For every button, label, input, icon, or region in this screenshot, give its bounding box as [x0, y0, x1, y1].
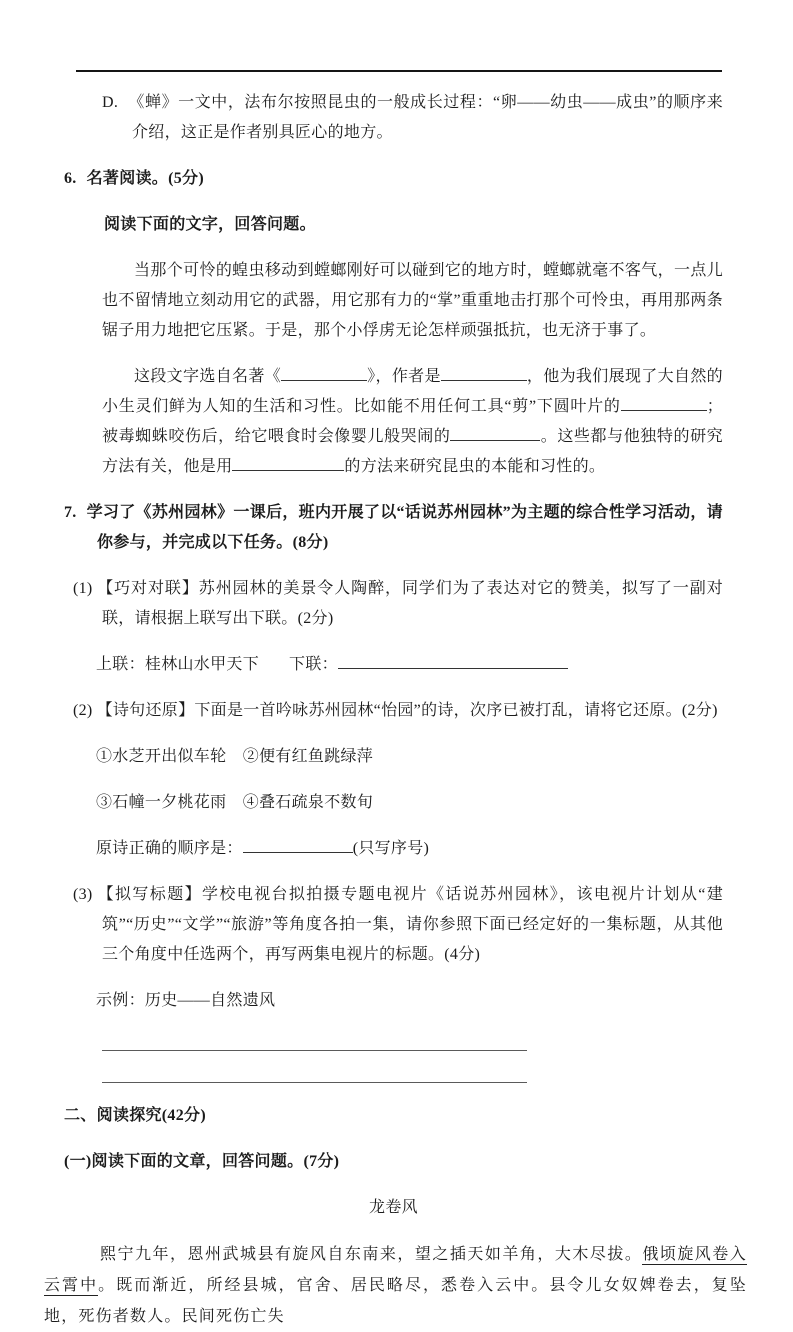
fill-segment-1: 这段文字选自名著《 — [134, 368, 282, 385]
fill-blank-insect-1 — [621, 396, 707, 411]
question-6-title: 名著阅读。(5分) — [86, 170, 204, 187]
fill-blank-author — [441, 366, 527, 381]
item-2-number: (2) — [73, 702, 93, 719]
item-3-number: (3) — [73, 886, 93, 903]
poem-line-2: ③石幢一夕桃花雨 ④叠石疏泉不数旬 — [96, 794, 374, 811]
question-7-title: 学习了《苏州园林》一课后，班内开展了以“话说苏州园林”为主题的综合性学习活动，请你参与，并完成以下任务。(8分) — [86, 504, 723, 551]
fill-segment-3: ，他为我们展现了大自然的小生灵们鲜为人知的生活和习性。比如能不用任何工具“剪”下圆叶片的 — [102, 368, 723, 415]
couplet-lower-label: 下联： — [289, 656, 338, 673]
classical-underlined-sentence: 俄顷旋风卷入云霄中 — [44, 1246, 747, 1294]
poem-line-1: ①水芝开出似车轮 ②便有红鱼跳绿萍 — [96, 748, 374, 765]
question-6-prompt: 阅读下面的文字，回答问题。 — [104, 216, 316, 233]
question-6-fill-paragraph — [102, 362, 723, 482]
option-d-line — [102, 88, 723, 148]
section-divider-rule — [76, 70, 722, 72]
poem-order-suffix: (只写序号) — [352, 840, 430, 857]
question-7-item-2 — [73, 696, 723, 726]
section-2-sub-heading: (一)阅读下面的文章，回答问题。(7分) — [64, 1153, 340, 1170]
question-6-heading — [64, 164, 723, 194]
poem-order-prefix: 原诗正确的顺序是： — [96, 840, 243, 857]
poem-order-blank — [243, 838, 353, 853]
exam-paper-page — [0, 70, 793, 1325]
fill-segment-4: ；被毒蜘蛛咬伤后，给它喂食时会像婴儿般哭闹的 — [102, 398, 723, 445]
classical-segment-2: 。既而渐近，所经县城，官舍、居民略尽，悉卷入云中。县令儿女奴婢卷去，复坠地，死伤者数人。民间死伤亡失 — [44, 1277, 748, 1325]
couplet-lower-blank — [338, 654, 568, 669]
item-1-text: 【巧对对联】苏州园林的美景令人陶醉，同学们为了表达对它的赞美，拟写了一副对联，请根据上联写出下联。(2分) — [96, 580, 723, 627]
question-6-number: 6. — [64, 170, 77, 187]
reading-passage-title: 龙卷风 — [369, 1199, 418, 1216]
classical-segment-1: 熙宁九年，恩州武城县有旋风自东南来，望之插天如羊角，大木尽拔。 — [100, 1246, 643, 1263]
fill-segment-2: 》，作者是 — [367, 368, 441, 385]
couplet-upper: 上联：桂林山水甲天下 — [96, 656, 260, 673]
answer-line-2 — [102, 1051, 527, 1083]
question-7-item-1 — [73, 574, 723, 634]
fill-blank-insect-2 — [450, 426, 540, 441]
poem-order-line — [96, 834, 723, 864]
fill-segment-5: 。这些都与他独特的研究方法有关，他是用 — [102, 428, 723, 475]
fill-segment-6: 的方法来研究昆虫的本能和习性的。 — [344, 458, 606, 475]
fill-blank-method — [232, 456, 344, 471]
option-d-text: 《蝉》一文中，法布尔按照昆虫的一般成长过程：“卵——幼虫——成虫”的顺序来介绍，这正是作者别具匠心的地方。 — [128, 94, 723, 141]
question-7-heading — [64, 498, 723, 558]
title-example-line: 示例：历史——自然遗风 — [96, 992, 276, 1009]
item-1-number: (1) — [73, 580, 93, 597]
question-6-passage: 当那个可怜的蝗虫移动到螳螂刚好可以碰到它的地方时，螳螂就毫不客气，一点儿也不留情地立刻动用它的武器，用它那有力的“掌”重重地击打那个可怜虫，再用那两条锯子用力地把它压紧。于是，那个小俘虏无论怎样顽强抵抗，也无济于事了。 — [102, 262, 723, 339]
couplet-line — [96, 650, 723, 680]
fill-blank-book-title — [281, 366, 367, 381]
answer-line-1 — [102, 1032, 527, 1051]
item-2-text: 【诗句还原】下面是一首吟咏苏州园林“怡园”的诗，次序已被打乱，请将它还原。(2分) — [96, 702, 718, 719]
section-2-heading: 二、阅读探究(42分) — [64, 1107, 206, 1124]
item-3-text: 【拟写标题】学校电视台拟拍摄专题电视片《话说苏州园林》，该电视片计划从“建筑”“历史”“文学”“旅游”等角度各拍一集，请你参照下面已经定好的一集标题，从其他三个角度中任选两个，再写两集电视片的标题。(4分) — [96, 886, 723, 963]
question-7-item-3 — [73, 880, 723, 970]
classical-passage — [44, 1239, 747, 1332]
option-d-label: D. — [102, 94, 119, 111]
question-7-number: 7. — [64, 504, 77, 521]
